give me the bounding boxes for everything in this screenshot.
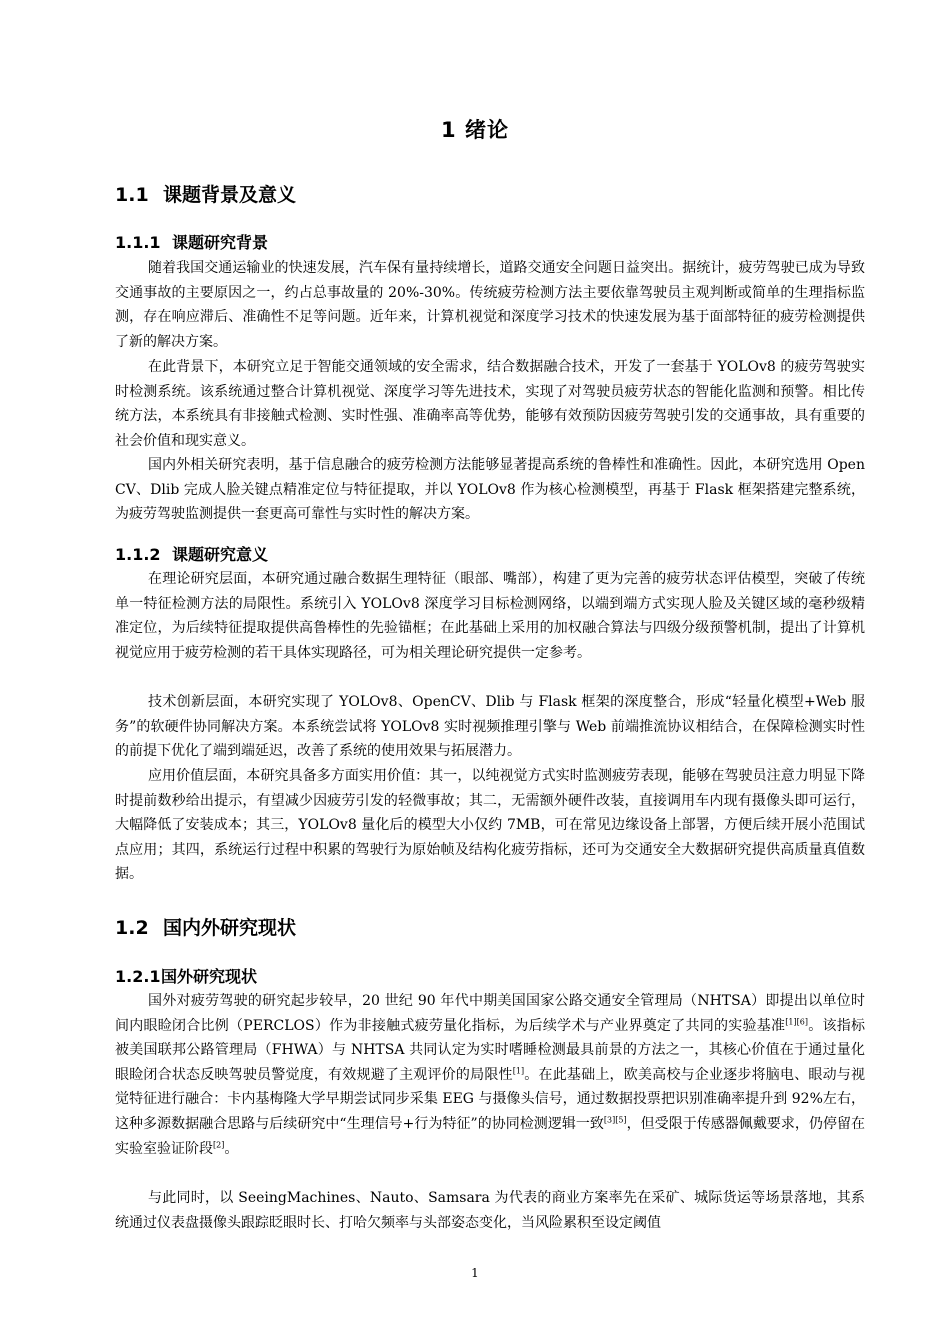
subsection-number: 1.1.1 [115, 233, 161, 252]
section-title: 国内外研究现状 [163, 917, 297, 939]
subsection-number: 1.2.1 [115, 967, 161, 986]
subsection-title: 课题研究意义 [172, 545, 269, 564]
text-run: 国外对疲劳驾驶的研究起步较早，20 世纪 90 年代中期美国国家公路交通安全管理局（NHTSA）即提出以单位时间内眼睑闭合比例（PERCLOS）作为非接触式疲劳量化指标，为后续学术与产业界奠定了共同的实验基准 [115, 993, 865, 1034]
section-heading-1-2 [115, 913, 296, 940]
paragraph-foreign-research-1 [115, 989, 865, 1161]
text-run: 。在此基础上，欧美高校与企业逐步将脑电、眼动与视觉特征进行融合：卡内基梅隆大学早期尝试同步采集 EEG 与摄像头信号，通过数据投票把识别准确率提升到 92%左右，这种多源数据融合思路与后续研究中“生理信号+行为特征”的协同检测逻辑一致 [115, 1066, 866, 1132]
citation: [1][6] [785, 1016, 808, 1026]
subsection-title: 课题研究背景 [172, 233, 269, 252]
text-run: ，但受限于传感器佩戴要求，仍停留在实验室验证阶段 [115, 1115, 866, 1157]
text-run: 。该指标被美国联邦公路管理局（FHWA）与 NHTSA 共同认定为实时嗜睡检测最具前景的方法之一，其核心价值在于通过量化眼睑闭合状态反映驾驶员警觉度，有效规避了主观评价的局限性 [115, 1017, 865, 1083]
subsection-heading-1-1-2 [115, 542, 268, 565]
citation: [2] [213, 1139, 225, 1149]
paragraph-background-2: 在此背景下，本研究立足于智能交通领域的安全需求，结合数据融合技术，开发了一套基于 YOLOv8 的疲劳驾驶实时检测系统。该系统通过整合计算机视觉、深度学习等先进技术，实现了对驾驶员疲劳状态的智能化监测和预警。相比传统方法，本系统具有非接触式检测、实时性强、准确率高等优势，能够有效预防因疲劳驾驶引发的交通事故，具有重要的社会价值和现实意义。 [115, 359, 865, 449]
section-number: 1.2 [115, 917, 149, 939]
page-number: 1 [471, 1266, 479, 1280]
paragraph-significance-2: 技术创新层面，本研究实现了 YOLOv8、OpenCV、Dlib 与 Flask 框架的深度整合，形成“轻量化模型+Web 服务”的软硬件协同解决方案。本系统尝试将 YOLOv8 实时视频推理引擎与 Web 前端推流协议相结合，在保障检测实时性的前提下优化了端到端延迟，改善了系统的使用效果与拓展潜力。 [115, 694, 865, 760]
citation: [3][5] [603, 1115, 627, 1125]
paragraph-foreign-research-2: 与此同时，以 SeeingMachines、Nauto、Samsara 为代表的商业方案率先在采矿、城际货运等场景落地，其系统通过仪表盘摄像头跟踪眨眼时长、打哈欠频率与头部姿态变化，当风险累积至设定阈值 [115, 1190, 865, 1231]
section-heading-1-1 [115, 180, 296, 207]
citation: [1] [512, 1066, 525, 1076]
text-run: 。 [224, 1140, 239, 1157]
paragraph-significance-1: 在理论研究层面，本研究通过融合数据生理特征（眼部、嘴部），构建了更为完善的疲劳状态评估模型，突破了传统单一特征检测方法的局限性。系统引入 YOLOv8 深度学习目标检测网络，以端到端方式实现人脸及关键区域的毫秒级精准定位，为后续特征提取提供高鲁棒性的先验锚框；在此基础上采用的加权融合算法与四级分级预警机制，提出了计算机视觉应用于疲劳检测的若干具体实现路径，可为相关理论研究提供一定参考。 [115, 571, 865, 661]
section-number: 1.1 [115, 184, 149, 206]
paragraph-significance-3: 应用价值层面，本研究具备多方面实用价值：其一，以纯视觉方式实时监测疲劳表现，能够在驾驶员注意力明显下降时提前数秒给出提示，有望减少因疲劳引发的轻微事故；其二，无需额外硬件改装，直接调用车内现有摄像头即可运行，大幅降低了安装成本；其三，YOLOv8 量化后的模型大小仅约 7MB，可在常见边缘设备上部署，方便后续开展小范围试点应用；其四，系统运行过程中积累的驾驶行为原始帧及结构化疲劳指标，还可为交通安全大数据研究提供高质量真值数据。 [115, 768, 865, 883]
chapter-title: 1 绪论 [441, 118, 509, 142]
paragraph-background-1: 随着我国交通运输业的快速发展，汽车保有量持续增长，道路交通安全问题日益突出。据统计，疲劳驾驶已成为导致交通事故的主要原因之一，约占总事故量的 20%-30%。传统疲劳检测方法主要依靠驾驶员主观判断或简单的生理指标监测，存在响应滞后、准确性不足等问题。近年来，计算机视觉和深度学习技术的快速发展为基于面部特征的疲劳检测提供了新的解决方案。 [115, 260, 865, 350]
subsection-heading-1-1-1 [115, 230, 268, 253]
paragraph-background-3: 国内外相关研究表明，基于信息融合的疲劳检测方法能够显著提高系统的鲁棒性和准确性。因此，本研究选用 OpenCV、Dlib 完成人脸关键点精准定位与特征提取，并以 YOLOv8 作为核心检测模型，再基于 Flask 框架搭建完整系统，为疲劳驾驶监测提供一套更高可靠性与实时性的解决方案。 [115, 457, 865, 523]
subsection-title: 国外研究现状 [161, 967, 258, 986]
subsection-number: 1.1.2 [115, 545, 161, 564]
section-title: 课题背景及意义 [163, 184, 297, 206]
subsection-heading-1-2-1 [115, 964, 257, 987]
